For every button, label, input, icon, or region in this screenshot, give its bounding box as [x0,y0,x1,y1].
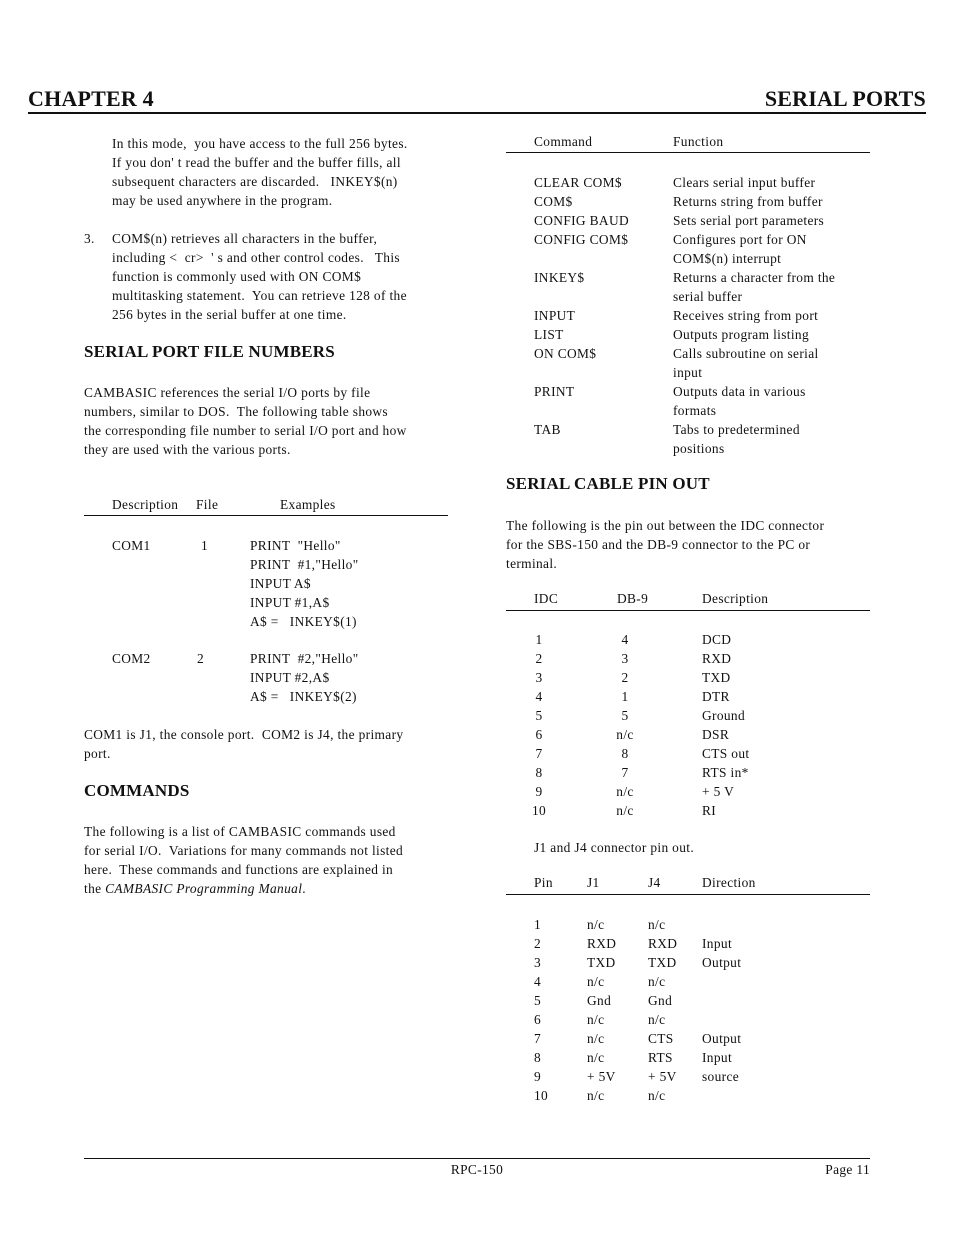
table-cell: 2 [534,936,542,951]
paragraph-cable: The following is the pin out between the IDC connector for the SBS-150 and the DB-9 connector to the PC or terminal. [506,518,825,571]
table-row: INKEY$ Returns a character from the serial buffer [534,270,836,304]
header-rule [28,112,926,114]
table-row [534,1048,870,1067]
table-cell: 8 [534,1050,542,1065]
file-table-rule [84,515,448,516]
table-cell: 5 [535,708,543,723]
table-cell: Gnd [648,993,673,1008]
chapter-title: CHAPTER 4 [28,86,154,111]
paragraph-com-ports: COM1 is J1, the console port. COM2 is J4, the primary port. [84,727,404,761]
table-row [534,744,870,763]
table-cell: Gnd [587,993,612,1008]
table-row [534,934,870,953]
table-cell: 7 [534,1031,542,1046]
table-cell: 2 [621,670,629,685]
footer-rule [84,1158,870,1159]
table-cell: 4 [535,689,543,704]
pin-table-rule [506,894,870,895]
table-row [534,706,870,725]
table-cell: 4 [621,632,629,647]
table-row [534,649,870,668]
file-row-examples: PRINT "Hello" PRINT #1,"Hello" INPUT A$ INPUT #1,A$ A$ = INKEY$(1) [250,538,359,629]
heading-serial-cable: SERIAL CABLE PIN OUT [506,474,710,493]
heading-commands: COMMANDS [84,781,190,800]
table-cell: 10 [534,1088,549,1103]
table-row [534,953,870,972]
table-row: COM$ Returns string from buffer [534,194,823,209]
manual-title: CAMBASIC Programming Manual [105,881,303,896]
table-cell: 5 [621,708,629,723]
table-cell: n/c [587,974,605,989]
table-cell: Output [702,1031,742,1046]
table-row: ON COM$ Calls subroutine on serial input [534,346,819,380]
table-cell: 3 [534,955,542,970]
table-cell: Input [702,936,733,951]
table-cell: n/c [648,917,666,932]
table-cell: RXD [702,651,732,666]
table-cell: 8 [621,746,629,761]
table-cell: n/c [587,1031,605,1046]
table-cell: RI [702,803,717,818]
table-cell: + 5 V [702,784,735,799]
pin-table-body [534,915,870,1105]
file-row-examples: PRINT #2,"Hello" INPUT #2,A$ A$ = INKEY$(2) [250,651,359,704]
table-cell: CTS out [702,746,750,761]
table-cell: Input [702,1050,733,1065]
table-cell: n/c [616,727,634,742]
table-cell: 10 [531,803,547,818]
table-cell: RXD [587,936,617,951]
table-cell: + 5V [648,1069,677,1084]
table-cell: 7 [535,746,543,761]
table-cell: Ground [702,708,746,723]
table-cell: 3 [621,651,629,666]
file-row-desc: COM1 [112,538,151,553]
table-cell: 4 [534,974,542,989]
table-cell: n/c [648,1012,666,1027]
section-title: SERIAL PORTS [764,86,926,111]
table-row [534,1067,870,1086]
table-row [534,915,870,934]
table-cell: 3 [535,670,543,685]
table-row: TAB Tabs to predetermined positions [534,422,800,456]
pin-table-caption: J1 and J4 connector pin out. [534,840,695,855]
table-cell: 6 [535,727,543,742]
table-cell: 1 [535,632,543,647]
table-row [534,630,870,649]
table-row [531,801,870,820]
idc-table-body [531,630,870,820]
table-row [534,1029,870,1048]
list-number-3: 3. [84,231,95,246]
idc-table-rule [506,610,870,611]
table-row [534,972,870,991]
table-cell: 1 [534,917,542,932]
table-cell: 7 [621,765,629,780]
table-cell: RTS in* [702,765,749,780]
table-row [534,1086,870,1105]
file-row-file: 2 [197,651,205,666]
table-cell: n/c [616,784,634,799]
table-cell: RTS [648,1050,673,1065]
table-row [534,725,870,744]
table-cell: n/c [587,917,605,932]
table-row: LIST Outputs program listing [534,327,809,342]
table-cell: 2 [535,651,543,666]
table-cell: TXD [648,955,677,970]
table-cell: + 5V [587,1069,616,1084]
table-row: PRINT Outputs data in various formats [534,384,806,418]
file-row-file: 1 [201,538,209,553]
table-row [534,687,870,706]
table-cell: 9 [535,784,543,799]
cmd-table-body [534,173,870,458]
cmd-table-rule [506,152,870,153]
table-row [534,668,870,687]
table-row [534,991,870,1010]
paragraph-buffer-mode: In this mode, you have access to the full 256 bytes. If you don' t read the buffer and the buffer fills, all subsequent characters are discarded. INKEY$(n) may be used anywhere in the program. [112,136,408,208]
table-cell: 6 [534,1012,542,1027]
paragraph-commands: The following is a list of CAMBASIC commands used for serial I/O. Variations for many commands not listed here. These commands and functions are explained in the CAMBASIC Programming Manual. [84,824,404,896]
table-row [534,782,870,801]
table-cell: n/c [616,803,634,818]
table-row: CONFIG COM$ Configures port for ON COM$(n) interrupt [534,232,807,266]
table-cell: 5 [534,993,542,1008]
footer-model: RPC-150 [450,1162,504,1177]
table-row: CLEAR COM$ Clears serial input buffer [534,175,816,190]
table-cell: n/c [587,1012,605,1027]
table-cell: DCD [702,632,732,647]
table-cell: RXD [648,936,678,951]
table-cell: DSR [702,727,730,742]
table-cell: CTS [648,1031,674,1046]
table-cell: n/c [648,974,666,989]
table-cell: n/c [587,1088,605,1103]
table-row [534,1010,870,1029]
table-cell: 8 [535,765,543,780]
table-cell: DTR [702,689,730,704]
table-cell: 1 [621,689,629,704]
table-row: CONFIG BAUD Sets serial port parameters [534,213,825,228]
table-cell: Output [702,955,742,970]
table-cell: n/c [648,1088,666,1103]
file-row-desc: COM2 [112,651,151,666]
footer-page-number: Page 11 [825,1162,870,1177]
list-item-3: COM$(n) retrieves all characters in the buffer, including < cr> ' s and other control codes. This function is commonly used with ON COM$ multitasking statement. You can retrieve 128 of the 256 bytes in the serial buffer at one time. [112,231,407,322]
table-cell: TXD [702,670,731,685]
table-cell: TXD [587,955,616,970]
table-row: INPUT Receives string from port [534,308,819,323]
heading-file-numbers: SERIAL PORT FILE NUMBERS [84,342,335,361]
table-cell: source [702,1069,740,1084]
paragraph-file-numbers: CAMBASIC references the serial I/O ports by file numbers, similar to DOS. The following table shows the corresponding file number to serial I/O port and how they are used with the various ports. [84,385,407,457]
table-cell: n/c [587,1050,605,1065]
table-row [534,763,870,782]
table-cell: 9 [534,1069,542,1084]
